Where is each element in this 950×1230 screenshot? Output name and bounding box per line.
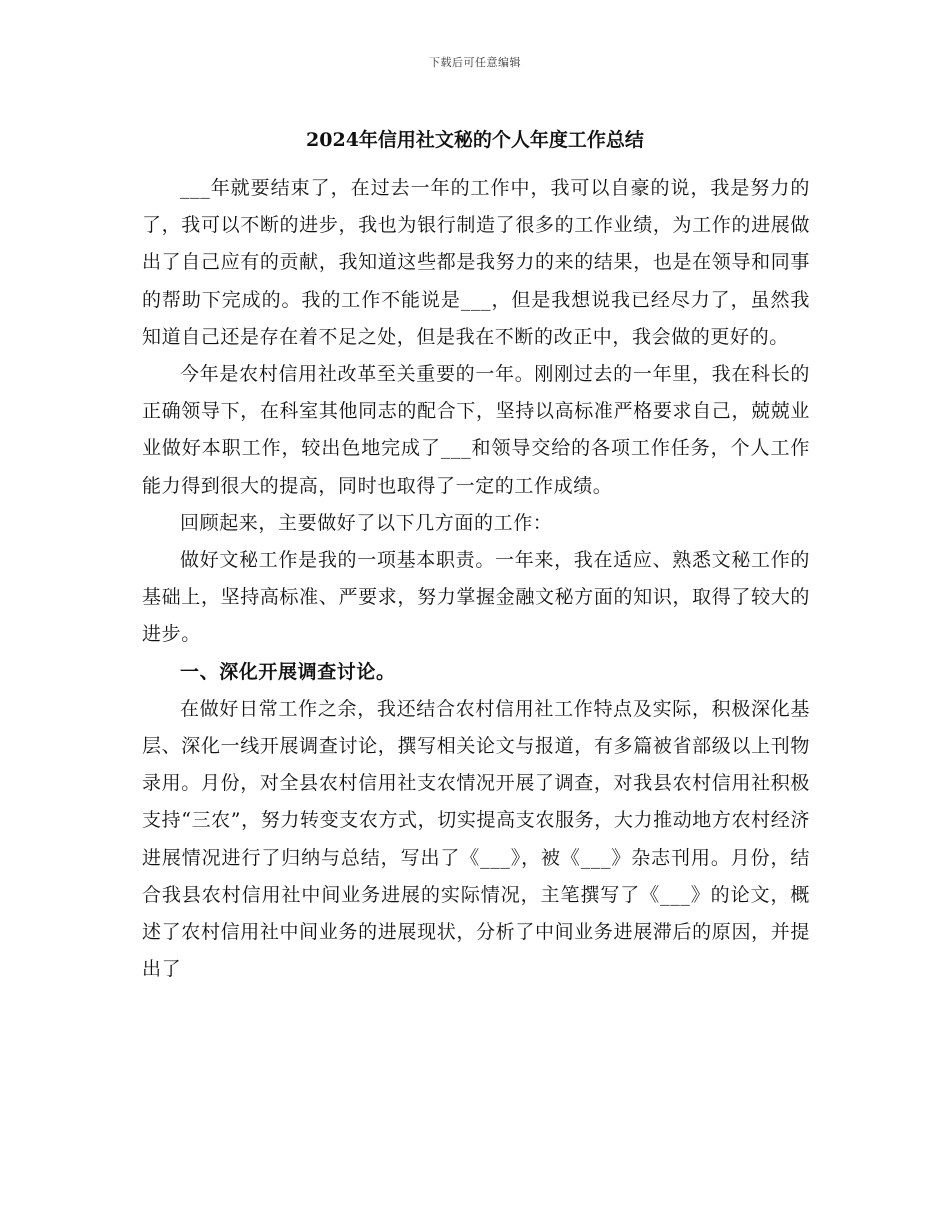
document-body	[142, 170, 810, 988]
paragraph-intro: ___年就要结束了，在过去一年的工作中，我可以自豪的说，我是努力的了，我可以不断的进步，我也为银行制造了很多的工作业绩，为工作的进展做出了自己应有的贡献，我知道这些都是我努力的来的结果，也是在领导和同事的帮助下完成的。我的工作不能说是___，但是我想说我已经尽力了，虽然我知道自己还是存在着不足之处，但是我在不断的改正中，我会做的更好的。	[142, 177, 810, 348]
document-title: 2024年信用社文秘的个人年度工作总结	[306, 129, 644, 151]
header-note: 下载后可任意编辑	[429, 56, 521, 69]
paragraph-review: 回顾起来，主要做好了以下几方面的工作：	[180, 511, 553, 534]
paragraph-research: 在做好日常工作之余，我还结合农村信用社工作特点及实际，积极深化基层、深化一线开展调查讨论，撰写相关论文与报道，有多篇被省部级以上刊物录用。月份，对全县农村信用社支农情况开展了调查，对我县农村信用社积极支持“三农”，努力转变支农方式，切实提高支农服务，大力推动地方农村经济进展情况进行了归纳与总结，写出了《___》，被《___》杂志刊用。月份，结合我县农村信用社中间业务进展的实际情况，主笔撰写了《___》的论文，概述了农村信用社中间业务的进展现状，分析了中间业务进展滞后的原因，并提出了	[142, 697, 810, 981]
paragraph-overview: 今年是农村信用社改革至关重要的一年。刚刚过去的一年里，我在科长的正确领导下，在科室其他同志的配合下，坚持以高标准严格要求自己，兢兢业业做好本职工作，较出色地完成了___和领导交给的各项工作任务，个人工作能力得到很大的提高，同时也取得了一定的工作成绩。	[142, 363, 810, 497]
section-heading-research: 一、深化开展调查讨论。	[180, 660, 396, 683]
paragraph-duty: 做好文秘工作是我的一项基本职责。一年来，我在适应、熟悉文秘工作的基础上，坚持高标准、严要求，努力掌握金融文秘方面的知识，取得了较大的进步。	[142, 549, 810, 646]
